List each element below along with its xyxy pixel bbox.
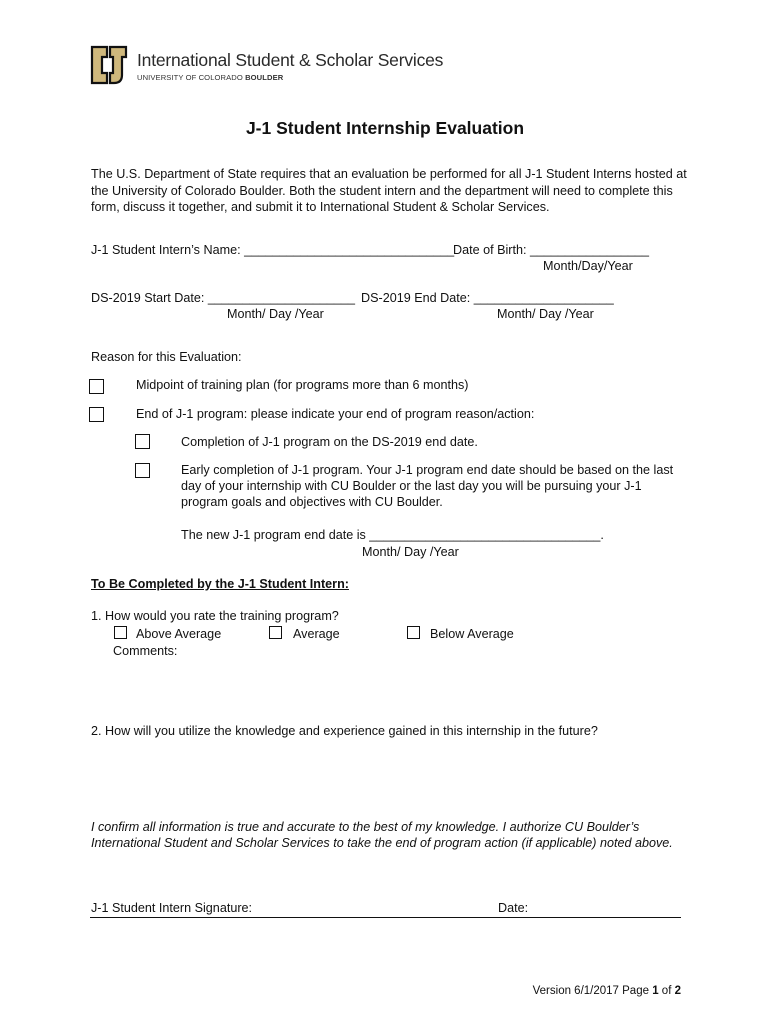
university-bold: BOULDER xyxy=(245,73,284,82)
rating-below-checkbox[interactable] xyxy=(407,626,420,639)
org-name: International Student & Scholar Services xyxy=(137,50,444,70)
ds2019-start-field[interactable]: DS-2019 Start Date: _____________________ xyxy=(91,291,355,305)
page-of: of xyxy=(658,985,675,997)
completion-label: Completion of J-1 program on the DS-2019 end date. xyxy=(181,435,478,449)
dob-field[interactable]: Date of Birth: _________________ xyxy=(453,243,650,257)
page-number: 1 xyxy=(652,985,659,997)
early-completion-label: Early completion of J-1 program. Your J-1 program end date should be based on the last day of your internship with CU Boulder or the last day you will be pursuing your J-1 program goals and objectives with CU Boulder. xyxy=(181,463,674,509)
signature-line[interactable] xyxy=(90,917,681,918)
signature-date-label: Date: xyxy=(498,901,529,915)
comments-label: Comments: xyxy=(113,644,178,658)
dob-hint: Month/Day/Year xyxy=(543,259,633,273)
university-name xyxy=(137,73,283,82)
rating-average-checkbox[interactable] xyxy=(269,626,282,639)
page-total: 2 xyxy=(674,985,681,997)
end-program-checkbox[interactable] xyxy=(89,407,104,422)
cu-logo-icon xyxy=(90,45,128,85)
question-2: 2. How will you utilize the knowledge and experience gained in this internship in the future? xyxy=(91,724,598,738)
new-end-date-field[interactable]: The new J-1 program end date is _________________________________. xyxy=(181,528,604,542)
version-footer xyxy=(533,985,681,997)
end-date-hint: Month/ Day /Year xyxy=(497,307,594,321)
page-title: J-1 Student Internship Evaluation xyxy=(245,118,525,138)
rating-above-label: Above Average xyxy=(136,627,222,641)
end-program-label: End of J-1 program: please indicate your end of program reason/action: xyxy=(136,407,535,421)
version-text: Version 6/1/2017 Page xyxy=(532,985,653,997)
ds2019-end-field[interactable]: DS-2019 End Date: ____________________ xyxy=(361,291,614,305)
rating-above-checkbox[interactable] xyxy=(114,626,127,639)
midpoint-label: Midpoint of training plan (for programs more than 6 months) xyxy=(136,378,469,392)
intro-paragraph: The U.S. Department of State requires that an evaluation be performed for all J-1 Student Interns hosted at the University of Colorado Boulder. Both the student intern and the department will need to complete this form, discuss it together, and submit it to International Student & Scholar Services. xyxy=(91,167,687,214)
intern-name-field[interactable]: J-1 Student Intern’s Name: ______________________________ xyxy=(91,243,455,257)
signature-label: J-1 Student Intern Signature: xyxy=(91,901,253,915)
early-completion-checkbox[interactable] xyxy=(135,463,150,478)
reason-heading: Reason for this Evaluation: xyxy=(91,350,242,364)
midpoint-checkbox[interactable] xyxy=(89,379,104,394)
rating-below-label: Below Average xyxy=(430,627,514,641)
rating-average-label: Average xyxy=(293,627,340,641)
confirmation-statement: I confirm all information is true and accurate to the best of my knowledge. I authorize CU Boulder’s International Student and Scholar Services to take the end of program action (if applicable) noted above. xyxy=(91,820,673,850)
start-date-hint: Month/ Day /Year xyxy=(227,307,324,321)
completion-checkbox[interactable] xyxy=(135,434,150,449)
new-end-date-hint: Month/ Day /Year xyxy=(362,545,459,559)
question-1: 1. How would you rate the training program? xyxy=(91,609,339,623)
student-section-heading: To Be Completed by the J-1 Student Intern: xyxy=(91,577,349,591)
university-prefix: UNIVERSITY OF COLORADO xyxy=(137,73,246,82)
